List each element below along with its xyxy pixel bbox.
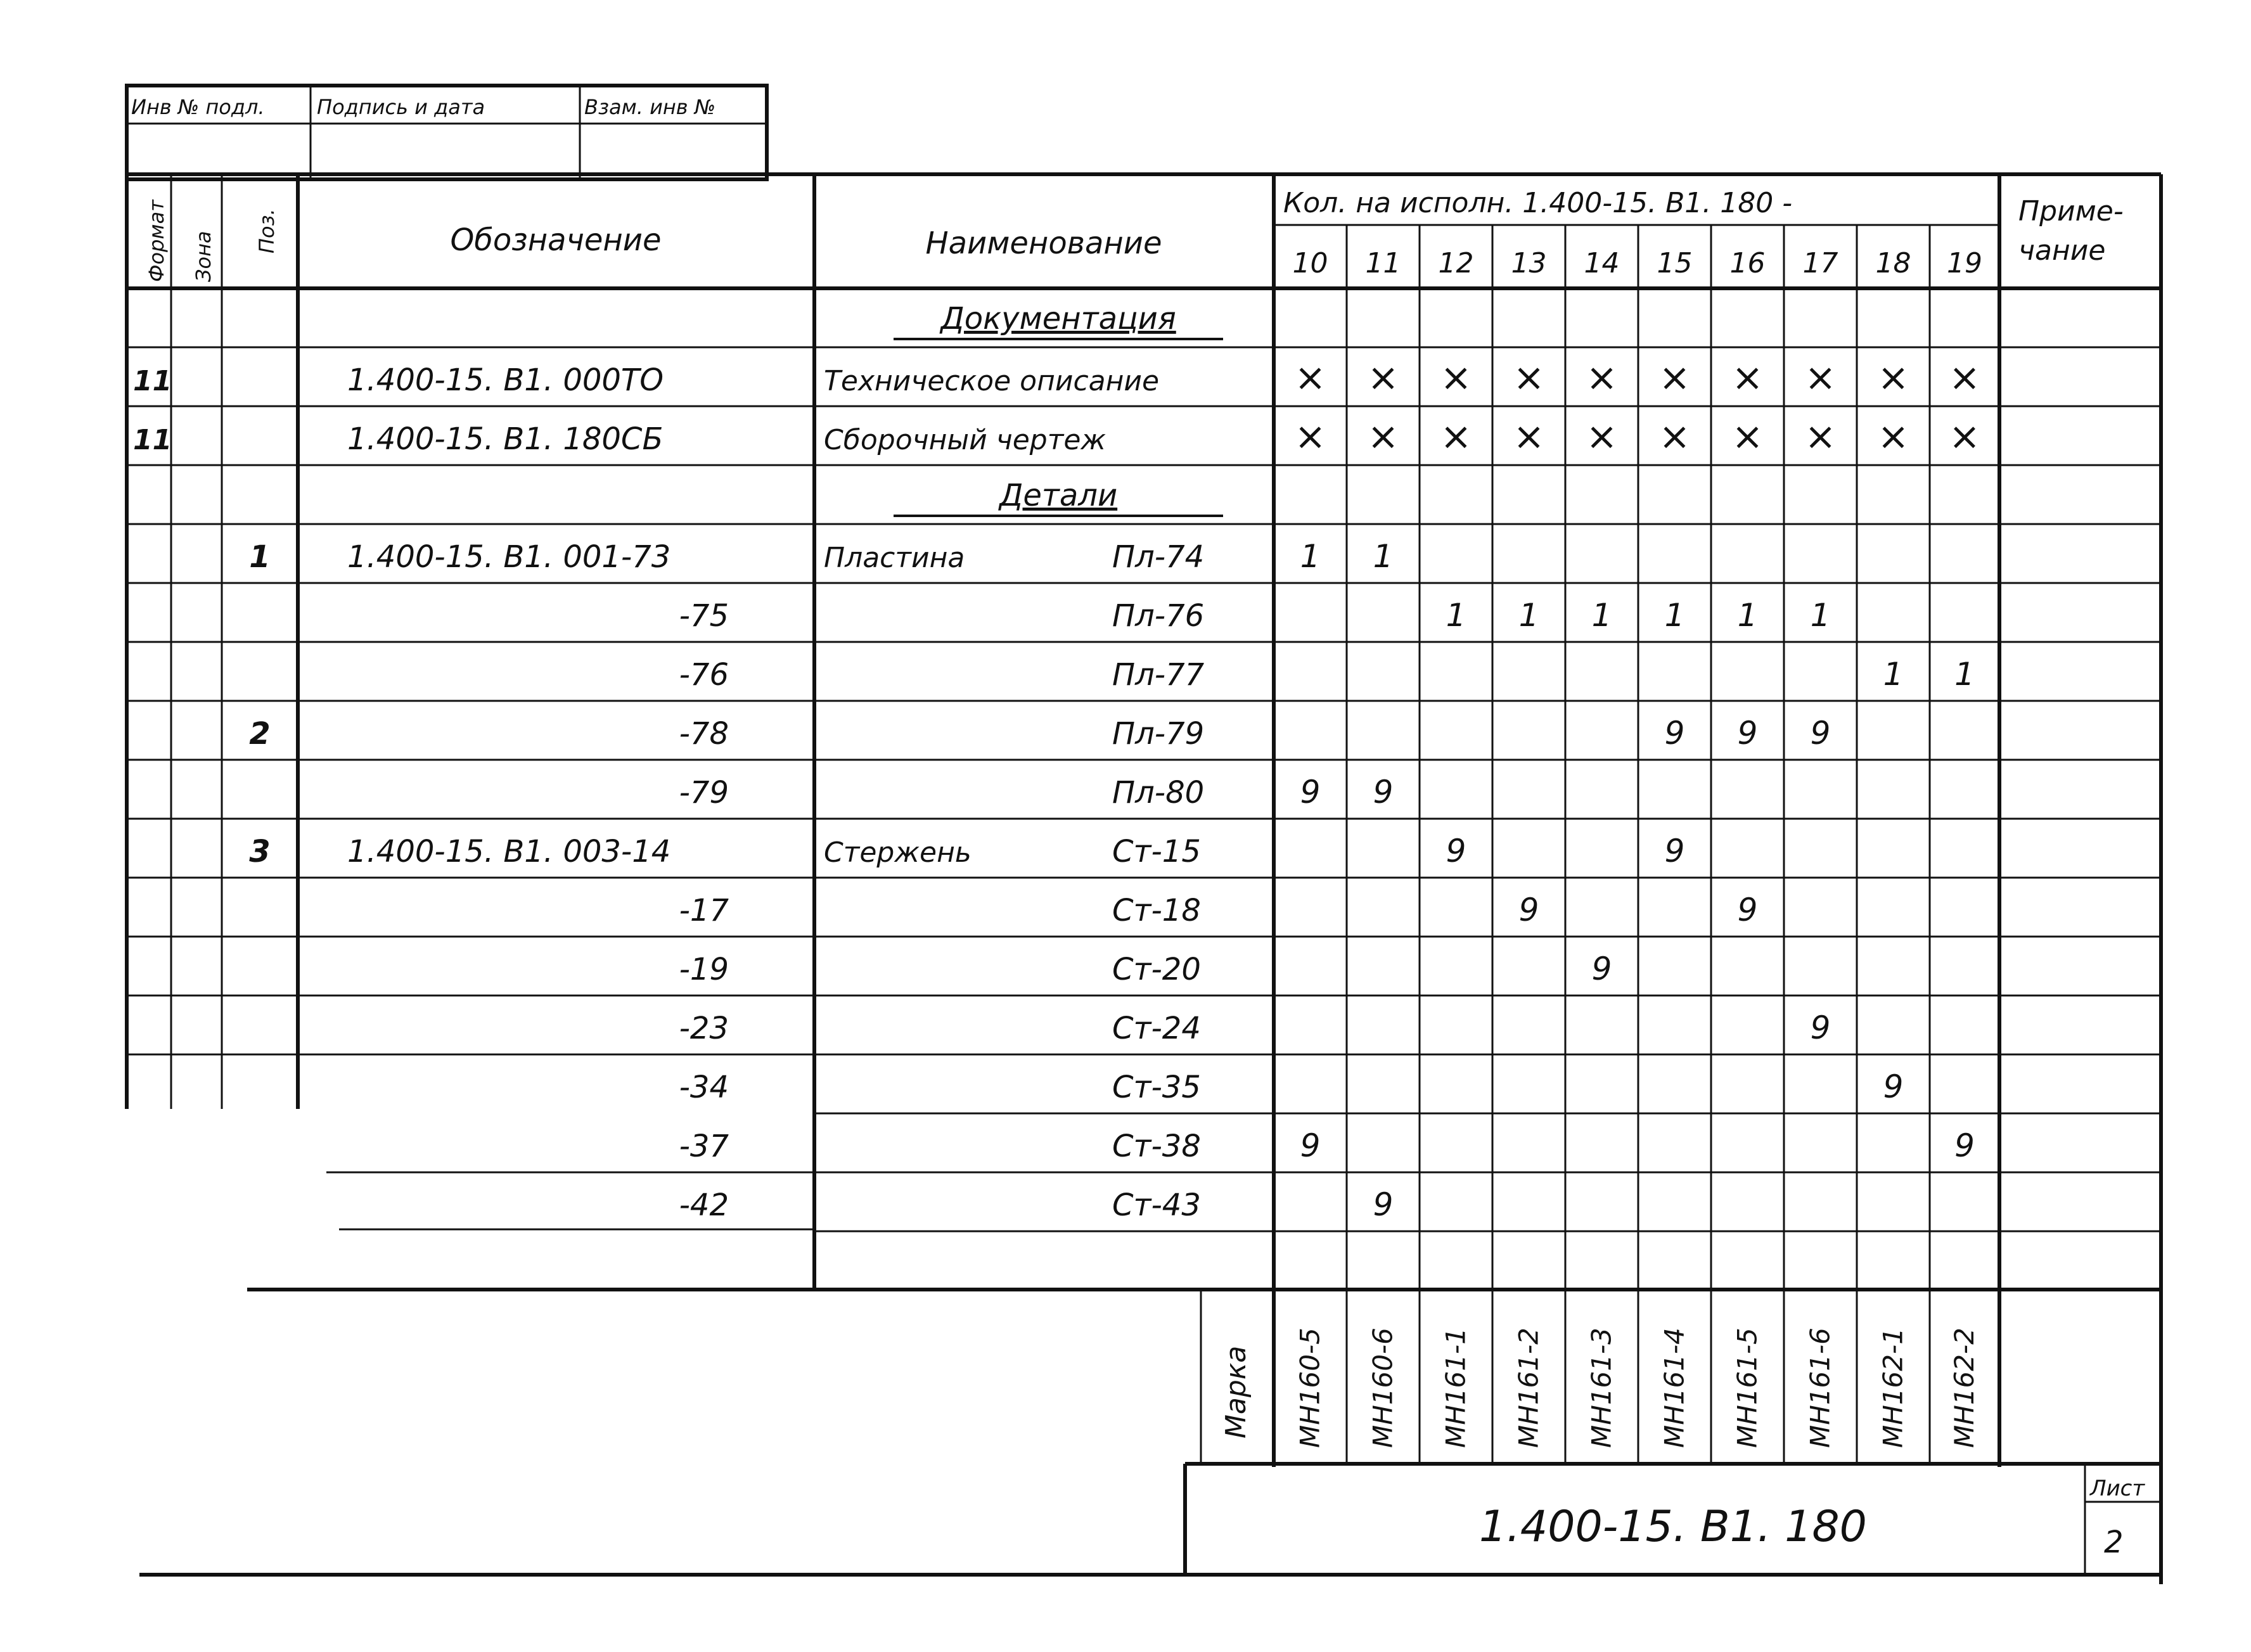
sheet-number: 2 bbox=[2104, 1525, 2124, 1560]
marka-label: Марка bbox=[1220, 1345, 1252, 1438]
spec-row bbox=[679, 597, 1831, 634]
quantity-cell: 9 bbox=[1737, 715, 1758, 752]
quantity-cell: × bbox=[1367, 414, 1399, 459]
marka-value: МН161-2 bbox=[1513, 1328, 1544, 1448]
quantity-cell: 9 bbox=[1810, 715, 1831, 752]
stamp-vzam-inv-no: Взам. инв № bbox=[584, 95, 716, 119]
stamp-signature-date: Подпись и дата bbox=[317, 95, 485, 119]
quantity-cell: × bbox=[1367, 355, 1399, 400]
marka-value: МН161-3 bbox=[1586, 1328, 1617, 1448]
header-primechanie-1: Приме- bbox=[2018, 195, 2124, 227]
quantity-cell: 9 bbox=[1446, 833, 1466, 869]
spec-row bbox=[679, 892, 1758, 928]
spec-row bbox=[249, 833, 1684, 869]
variant-header: 12 bbox=[1438, 247, 1474, 279]
variant-header: 18 bbox=[1875, 247, 1911, 279]
quantity-cell: 9 bbox=[1591, 951, 1612, 987]
designation-cell: -42 bbox=[679, 1188, 729, 1223]
marka-value: МН160-5 bbox=[1294, 1328, 1326, 1448]
designation-cell: -23 bbox=[679, 1011, 729, 1046]
item-mark-cell: Ст-38 bbox=[1112, 1129, 1201, 1164]
quantity-cell: × bbox=[1877, 355, 1909, 400]
header-poz: Поз. bbox=[255, 208, 279, 253]
quantity-cell: 1 bbox=[1446, 597, 1466, 634]
marka-value: МН162-2 bbox=[1949, 1328, 1980, 1448]
designation-cell: -19 bbox=[679, 952, 729, 987]
spec-row bbox=[249, 538, 1393, 575]
spec-row bbox=[249, 715, 1830, 752]
variant-header: 13 bbox=[1511, 247, 1547, 279]
marka-value: МН162-1 bbox=[1877, 1328, 1909, 1448]
variant-header: 16 bbox=[1729, 247, 1766, 279]
designation-cell: -79 bbox=[679, 775, 729, 810]
name-cell: Техническое описание bbox=[824, 365, 1160, 397]
spec-row bbox=[679, 1127, 1975, 1164]
designation-cell: -34 bbox=[679, 1070, 729, 1105]
quantity-cell: 1 bbox=[1300, 538, 1321, 575]
variant-header: 14 bbox=[1584, 247, 1620, 279]
spec-row bbox=[679, 1009, 1831, 1046]
quantity-cell: 9 bbox=[1810, 1009, 1831, 1046]
quantity-cell: 9 bbox=[1737, 892, 1758, 928]
designation-cell: 1.400-15. В1. 001-73 bbox=[347, 539, 671, 575]
spec-row bbox=[679, 656, 1975, 693]
quantity-cell: 9 bbox=[1664, 715, 1685, 752]
quantity-cell: × bbox=[1294, 355, 1326, 400]
quantity-cell: 9 bbox=[1373, 1186, 1394, 1223]
variant-header: 10 bbox=[1292, 247, 1328, 279]
quantity-cell: × bbox=[1948, 355, 1981, 400]
designation-cell: -75 bbox=[679, 598, 729, 634]
designation-cell: 1.400-15. В1. 003-14 bbox=[347, 834, 671, 869]
sheet-label: Лист bbox=[2090, 1476, 2145, 1501]
item-mark-cell: Пл-74 bbox=[1112, 539, 1205, 575]
item-mark-cell: Пл-76 bbox=[1112, 598, 1205, 634]
variant-header: 17 bbox=[1802, 247, 1838, 279]
item-mark-cell: Пл-79 bbox=[1112, 716, 1205, 752]
section-title: Документация bbox=[940, 301, 1176, 336]
marka-value: МН161-5 bbox=[1731, 1328, 1763, 1448]
quantity-cell: × bbox=[1658, 414, 1691, 459]
designation-cell: -76 bbox=[679, 657, 729, 693]
item-mark-cell: Пл-80 bbox=[1112, 775, 1205, 810]
variant-header: 11 bbox=[1365, 247, 1401, 279]
quantity-cell: 9 bbox=[1883, 1068, 1904, 1105]
marka-value: МН160-6 bbox=[1367, 1328, 1399, 1448]
quantity-cell: 1 bbox=[1591, 597, 1612, 634]
variant-header: 15 bbox=[1657, 247, 1693, 279]
poz-cell: 2 bbox=[249, 716, 271, 752]
quantity-cell: × bbox=[1731, 414, 1764, 459]
document-designation: 1.400-15. В1. 180 bbox=[1479, 1502, 1867, 1552]
section-title: Детали bbox=[999, 478, 1118, 513]
quantity-cell: 1 bbox=[1737, 597, 1758, 634]
poz-cell: 1 bbox=[249, 539, 271, 575]
designation-cell: -17 bbox=[679, 893, 729, 928]
quantity-cell: × bbox=[1513, 414, 1545, 459]
quantity-cell: 9 bbox=[1954, 1127, 1975, 1164]
quantity-cell: 1 bbox=[1883, 656, 1904, 693]
quantity-cell: 1 bbox=[1664, 597, 1685, 634]
quantity-cell: 1 bbox=[1810, 597, 1831, 634]
header-zona: Зона bbox=[191, 231, 215, 282]
header-kol-na-ispoln: Кол. на исполн. 1.400-15. В1. 180 - bbox=[1283, 187, 1793, 219]
spec-row bbox=[133, 414, 1980, 459]
quantity-cell: 1 bbox=[1373, 538, 1394, 575]
designation-cell: -78 bbox=[679, 716, 729, 752]
spec-row bbox=[679, 951, 1612, 987]
section-row bbox=[894, 478, 1223, 516]
designation-cell: -37 bbox=[679, 1129, 729, 1164]
name-cell: Пластина bbox=[824, 542, 965, 574]
quantity-cell: × bbox=[1804, 414, 1837, 459]
quantity-cell: × bbox=[1294, 414, 1326, 459]
header-format: Формат bbox=[144, 200, 169, 282]
quantity-cell: 9 bbox=[1300, 774, 1321, 810]
spec-row bbox=[679, 1186, 1394, 1223]
item-mark-cell: Ст-35 bbox=[1112, 1070, 1201, 1105]
quantity-cell: × bbox=[1877, 414, 1909, 459]
variant-column-lines bbox=[1347, 225, 1930, 1464]
header-primechanie-2: чание bbox=[2018, 234, 2106, 267]
quantity-cell: 9 bbox=[1518, 892, 1539, 928]
specification-rows bbox=[133, 301, 1980, 1223]
format-cell: 11 bbox=[133, 365, 172, 397]
quantity-cell: 9 bbox=[1373, 774, 1394, 810]
item-mark-cell: Ст-24 bbox=[1112, 1011, 1201, 1046]
stamp-inv-no-podl: Инв № подл. bbox=[131, 95, 265, 119]
name-cell: Сборочный чертеж bbox=[824, 424, 1106, 456]
designation-cell: 1.400-15. В1. 180СБ bbox=[347, 421, 664, 457]
section-row bbox=[894, 301, 1223, 339]
marka-value: МН161-6 bbox=[1804, 1328, 1836, 1448]
spec-row bbox=[679, 1068, 1904, 1105]
quantity-cell: × bbox=[1948, 414, 1981, 459]
quantity-cell: × bbox=[1731, 355, 1764, 400]
spec-row bbox=[679, 774, 1394, 810]
item-mark-cell: Ст-20 bbox=[1112, 952, 1201, 987]
quantity-cell: × bbox=[1586, 414, 1618, 459]
quantity-cell: × bbox=[1513, 355, 1545, 400]
item-mark-cell: Ст-15 bbox=[1112, 834, 1201, 869]
designation-cell: 1.400-15. В1. 000ТО bbox=[347, 362, 664, 398]
marka-value: МН161-1 bbox=[1440, 1328, 1472, 1448]
item-mark-cell: Ст-43 bbox=[1112, 1188, 1201, 1223]
quantity-cell: × bbox=[1440, 414, 1472, 459]
quantity-cell: 1 bbox=[1954, 656, 1975, 693]
marka-value: МН161-4 bbox=[1658, 1328, 1690, 1448]
header-oboznachenie: Обозначение bbox=[450, 222, 662, 258]
quantity-cell: 9 bbox=[1664, 833, 1685, 869]
quantity-cell: × bbox=[1658, 355, 1691, 400]
format-cell: 11 bbox=[133, 424, 172, 456]
quantity-cell: × bbox=[1586, 355, 1618, 400]
header-naimenovanie: Наименование bbox=[925, 226, 1162, 261]
item-mark-cell: Ст-18 bbox=[1112, 893, 1201, 928]
item-mark-cell: Пл-77 bbox=[1112, 657, 1205, 693]
quantity-cell: × bbox=[1804, 355, 1837, 400]
marka-row bbox=[1220, 1328, 1980, 1448]
poz-cell: 3 bbox=[249, 834, 271, 869]
variant-header: 19 bbox=[1947, 247, 1982, 279]
quantity-cell: 9 bbox=[1300, 1127, 1321, 1164]
quantity-cell: × bbox=[1440, 355, 1472, 400]
name-cell: Стержень bbox=[824, 836, 972, 869]
quantity-cell: 1 bbox=[1518, 597, 1539, 634]
spec-row bbox=[133, 355, 1980, 400]
